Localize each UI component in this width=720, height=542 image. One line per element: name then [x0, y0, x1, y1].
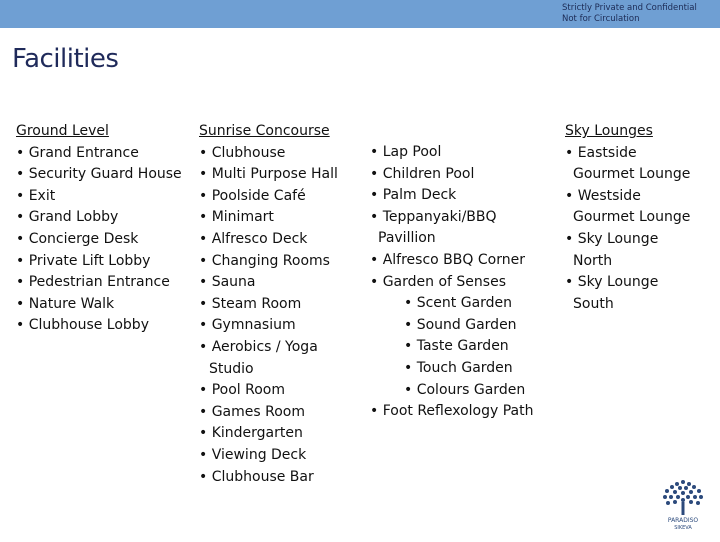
- list-item: • Concierge Desk: [16, 230, 139, 247]
- list-item: • Viewing Deck: [199, 446, 307, 463]
- list-item-continuation: South: [573, 295, 614, 312]
- logo-text-line-2: SIKEVA: [674, 525, 692, 531]
- page-title: Facilities: [12, 44, 119, 74]
- list-item: • Westside: [565, 187, 641, 204]
- list-item: • Lap Pool: [370, 144, 442, 160]
- confidential-notice: [562, 3, 712, 25]
- list-item: • Kindergarten: [199, 425, 303, 442]
- list-item-continuation: Gourmet Lounge: [573, 166, 691, 183]
- list-item-continuation: Studio: [209, 360, 254, 377]
- column-heading: Sunrise Concourse: [199, 123, 330, 139]
- list-item: • Games Room: [199, 403, 305, 420]
- column-sky-lounges: [565, 121, 690, 315]
- list-item: • Eastside: [565, 144, 637, 161]
- list-item: • Multi Purpose Hall: [199, 166, 338, 183]
- list-item: • Pool Room: [199, 382, 285, 399]
- list-item: • Alfresco Deck: [199, 230, 308, 247]
- list-subitem: • Taste Garden: [404, 338, 509, 355]
- list-item: • Grand Lobby: [16, 209, 119, 226]
- list-item: • Minimart: [199, 209, 274, 226]
- list-item: • Poolside Café: [199, 187, 306, 204]
- column-pools-gardens: [370, 142, 533, 423]
- list-item-continuation: Gourmet Lounge: [573, 209, 691, 226]
- list-item: • Security Guard House: [16, 166, 182, 183]
- list-item-continuation: Pavillion: [378, 230, 436, 247]
- confidential-line-2: Not for Circulation: [562, 14, 640, 24]
- logo-text-line-1: PARADISO: [667, 517, 699, 524]
- brand-logo: [650, 472, 716, 538]
- list-item: • Foot Reflexology Path: [370, 403, 534, 420]
- column-ground-level: [16, 121, 182, 337]
- column-sunrise-concourse: [199, 121, 338, 488]
- list-item: • Sauna: [199, 274, 256, 291]
- list-item: • Nature Walk: [16, 295, 115, 312]
- list-subitem: • Colours Garden: [404, 381, 526, 398]
- list-subitem: • Touch Garden: [404, 359, 513, 376]
- list-item: • Teppanyaki/BBQ: [370, 208, 497, 225]
- list-subitem: • Sound Garden: [404, 316, 517, 333]
- list-item: • Sky Lounge: [565, 230, 659, 247]
- list-item: • Steam Room: [199, 295, 302, 312]
- list-item: • Palm Deck: [370, 187, 457, 204]
- list-item: • Exit: [16, 187, 56, 204]
- list-item: • Sky Lounge: [565, 274, 659, 291]
- list-item: • Clubhouse: [199, 144, 286, 161]
- list-item: • Grand Entrance: [16, 144, 139, 161]
- list-item: • Alfresco BBQ Corner: [370, 251, 525, 268]
- list-item: • Aerobics / Yoga: [199, 338, 318, 355]
- list-item: • Private Lift Lobby: [16, 252, 151, 269]
- column-heading: Ground Level: [16, 123, 109, 139]
- list-item: • Gymnasium: [199, 317, 296, 334]
- list-item: • Garden of Senses: [370, 273, 506, 290]
- column-heading: Sky Lounges: [565, 123, 653, 139]
- confidential-line-1: Strictly Private and Confidential: [562, 3, 697, 13]
- list-item: • Changing Rooms: [199, 252, 330, 269]
- tree-logo-icon: [650, 472, 716, 538]
- list-item: • Pedestrian Entrance: [16, 274, 170, 291]
- list-item-continuation: North: [573, 252, 613, 269]
- list-item: • Children Pool: [370, 165, 475, 182]
- list-subitem: • Scent Garden: [404, 295, 513, 312]
- list-item: • Clubhouse Bar: [199, 468, 314, 485]
- list-item: • Clubhouse Lobby: [16, 317, 149, 334]
